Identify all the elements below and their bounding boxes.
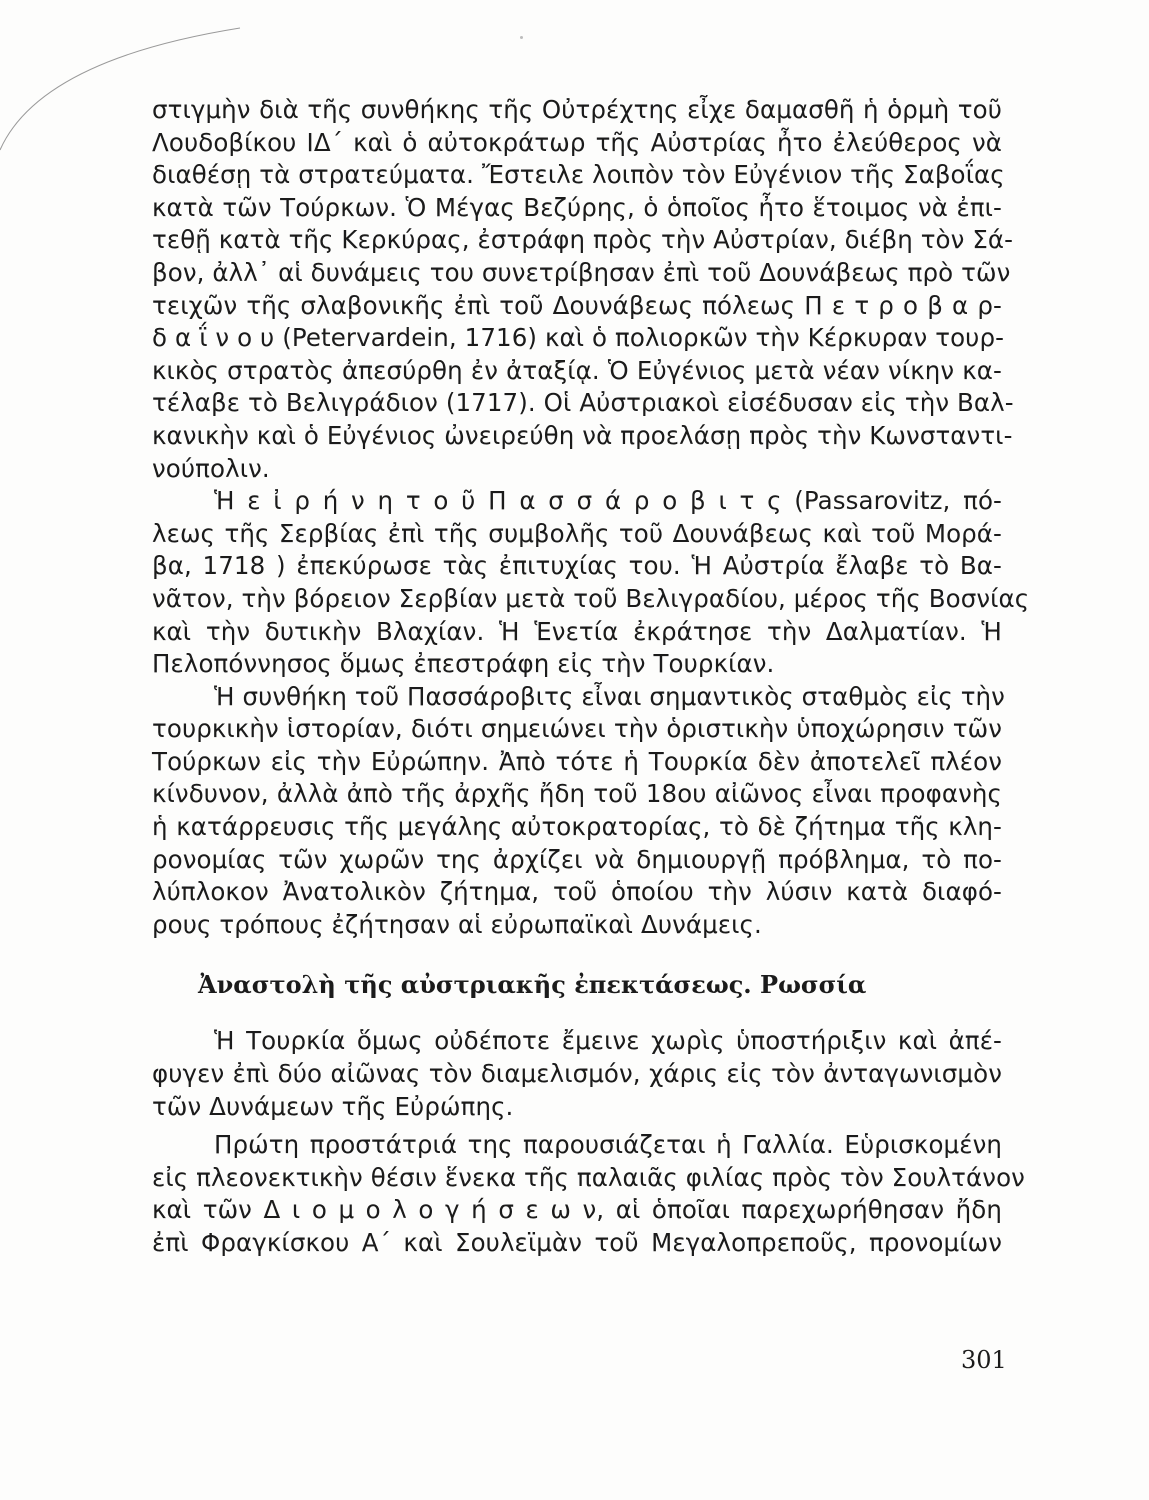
- text-line: κατὰ τῶν Τούρκων. Ὁ Μέγας Βεζύρης, ὁ ὁποῖος ἦτο ἕτοιμος νὰ ἐπι-: [152, 192, 1002, 222]
- paragraph-4: [152, 1025, 1002, 1123]
- paragraph-3: [152, 681, 1005, 942]
- text-line: τεθῇ κατὰ τῆς Κερκύρας, ἐστράφη πρὸς τὴν Αὐστρίαν, διέβη τὸν Σά-: [152, 225, 1014, 255]
- text-line: ρους τρόπους ἐζήτησαν αἱ εὐρωπαϊκαὶ Δυνάμεις.: [152, 909, 762, 939]
- text-line: ρονομίας τῶν χωρῶν της ἀρχίζει νὰ δημιουργῇ πρόβλημα, τὸ πο-: [152, 844, 1002, 874]
- text-line: Τούρκων εἰς τὴν Εὐρώπην. Ἀπὸ τότε ἡ Τουρκία δὲν ἀποτελεῖ πλέον: [152, 746, 1002, 776]
- text-line: βα, 1718 ) ἐπεκύρωσε τὰς ἐπιτυχίας του. Ἡ Αὐστρία ἔλαβε τὸ Βα-: [152, 551, 1002, 581]
- text-line: Ἡ ε ἰ ρ ή ν η τ ο ῦ Π α σ σ ά ρ ο β ι τ ς (Passarovitz, πό-: [214, 486, 1002, 516]
- text-line: καὶ τῶν Δ ι ο μ ο λ ο γ ή σ ε ω ν, αἱ ὁποῖαι παρεχωρήθησαν ἤδη: [152, 1195, 1002, 1225]
- paragraph-5: [152, 1129, 1025, 1259]
- text-line: κικὸς στρατὸς ἀπεσύρθη ἐν ἀταξίᾳ. Ὁ Εὐγένιος μετὰ νέαν νίκην κα-: [152, 355, 1002, 385]
- text-line: νᾶτον, τὴν βόρειον Σερβίαν μετὰ τοῦ Βελιγραδίου, μέρος τῆς Βοσνίας: [152, 583, 1030, 613]
- text-line: νούπολιν.: [152, 453, 270, 483]
- text-line: τέλαβε τὸ Βελιγράδιον (1717). Οἱ Αὐστριακοὶ εἰσέδυσαν εἰς τὴν Βαλ-: [152, 388, 1014, 418]
- text-line: λύπλοκον Ἀνατολικὸν ζήτημα, τοῦ ὁποίου τὴν λύσιν κατὰ διαφό-: [152, 877, 1002, 907]
- page-number: 301: [961, 1346, 1007, 1374]
- text-line: τουρκικὴν ἱστορίαν, διότι σημειώνει τὴν ὁριστικὴν ὑποχώρησιν τῶν: [152, 714, 1002, 744]
- text-line: φυγεν ἐπὶ δύο αἰῶνας τὸν διαμελισμόν, χάρις εἰς τὸν ἀνταγωνισμὸν: [152, 1059, 1002, 1089]
- text-line: κανικὴν καὶ ὁ Εὐγένιος ὠνειρεύθη νὰ προελάσῃ πρὸς τὴν Κωνσταντι-: [152, 420, 1013, 450]
- text-line: Ἡ Τουρκία ὅμως οὐδέποτε ἔμεινε χωρὶς ὑποστήριξιν καὶ ἀπέ-: [214, 1026, 1002, 1056]
- text-line: καὶ τὴν δυτικὴν Βλαχίαν. Ἡ Ἑνετία ἐκράτησε τὴν Δαλματίαν. Ἡ: [152, 616, 1002, 646]
- text-line: τῶν Δυνάμεων τῆς Εὐρώπης.: [152, 1091, 514, 1121]
- text-line: Πρώτη προστάτριά της παρουσιάζεται ἡ Γαλλία. Εὑρισκομένη: [214, 1130, 1002, 1160]
- text-line: ἐπὶ Φραγκίσκου Α΄ καὶ Σουλεϊμὰν τοῦ Μεγαλοπρεποῦς, προνομίων: [152, 1228, 1002, 1257]
- text-line: βον, ἀλλ᾽ αἱ δυνάμεις του συνετρίβησαν ἐπὶ τοῦ Δουνάβεως πρὸ τῶν: [152, 257, 1011, 287]
- text-line: διαθέσῃ τὰ στρατεύματα. Ἔστειλε λοιπὸν τὸν Εὐγένιον τῆς Σαβοΐας: [152, 160, 1005, 190]
- text-line: κίνδυνον, ἀλλὰ ἀπὸ τῆς ἀρχῆς ἤδη τοῦ 18ου αἰῶνος εἶναι προφανὴς: [152, 779, 1002, 809]
- text-line: τειχῶν τῆς σλαβονικῆς ἐπὶ τοῦ Δουνάβεως πόλεως Π ε τ ρ ο β α ρ-: [152, 290, 1002, 320]
- text-line: Ἡ συνθήκη τοῦ Πασσάροβιτς εἶναι σημαντικὸς σταθμὸς εἰς τὴν: [214, 681, 1005, 711]
- text-line: εἰς πλεονεκτικὴν θέσιν ἕνεκα τῆς παλαιᾶς φιλίας πρὸς τὸν Σουλτάνον: [152, 1162, 1025, 1192]
- text-line: λεως τῆς Σερβίας ἐπὶ τῆς συμβολῆς τοῦ Δουνάβεως καὶ τοῦ Μορά-: [152, 518, 1002, 548]
- paragraph-2: [152, 485, 1030, 681]
- text-line: Λουδοβίκου ΙΔ΄ καὶ ὁ αὐτοκράτωρ τῆς Αὐστρίας ἦτο ἐλεύθερος νὰ: [152, 127, 1002, 157]
- section-heading: Ἀναστολὴ τῆς αὐστριακῆς ἐπεκτάσεως. Ρωσσία: [198, 970, 867, 1000]
- text-line: Πελοπόννησος ὅμως ἐπεστράφη εἰς τὴν Τουρκίαν.: [152, 649, 775, 679]
- paragraph-1: [152, 94, 1014, 485]
- text-line: δ α ΐ ν ο υ (Petervardein, 1716) καὶ ὁ πολιορκῶν τὴν Κέρκυραν τουρ-: [152, 323, 1005, 353]
- speck-mark: [520, 36, 523, 39]
- text-line: στιγμὴν διὰ τῆς συνθήκης τῆς Οὐτρέχτης εἶχε δαμασθῆ ἡ ὁρμὴ τοῦ: [152, 95, 1002, 124]
- body-text: [152, 94, 1030, 1260]
- text-line: ἡ κατάρρευσις τῆς μεγάλης αὐτοκρατορίας, τὸ δὲ ζήτημα τῆς κλη-: [152, 812, 1002, 842]
